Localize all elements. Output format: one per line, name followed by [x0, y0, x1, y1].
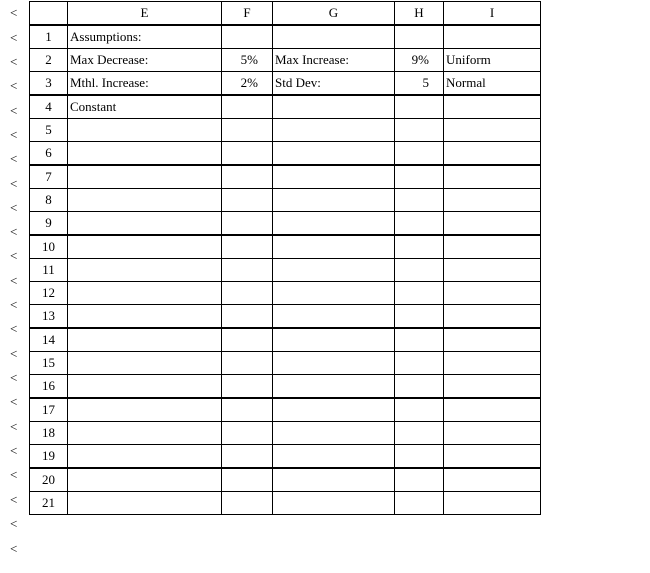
column-header-e[interactable]: E — [68, 2, 222, 26]
cell-i[interactable]: Uniform — [444, 49, 541, 72]
cell-f[interactable] — [222, 492, 273, 515]
row-number-cell[interactable]: 2 — [30, 49, 68, 72]
table-row — [30, 49, 541, 72]
cell-e[interactable] — [68, 422, 222, 445]
cell-f[interactable] — [222, 422, 273, 445]
row-number-cell[interactable]: 6 — [30, 142, 68, 166]
cell-i[interactable]: Normal — [444, 72, 541, 96]
cell-e[interactable] — [68, 445, 222, 469]
cell-f[interactable] — [222, 305, 273, 329]
cell-g[interactable] — [273, 142, 395, 166]
cell-i[interactable] — [444, 259, 541, 282]
cell-h[interactable] — [395, 189, 444, 212]
cell-g[interactable] — [273, 375, 395, 399]
row-number-cell[interactable]: 17 — [30, 398, 68, 422]
cell-i[interactable] — [444, 165, 541, 189]
cell-g[interactable] — [273, 25, 395, 49]
cell-g[interactable] — [273, 398, 395, 422]
cell-h[interactable] — [395, 212, 444, 236]
row-number-cell[interactable]: 12 — [30, 282, 68, 305]
table-row — [30, 189, 541, 212]
cell-i[interactable] — [444, 445, 541, 469]
row-number-cell[interactable]: 19 — [30, 445, 68, 469]
cell-h[interactable] — [395, 398, 444, 422]
row-number-cell[interactable]: 18 — [30, 422, 68, 445]
row-number-cell[interactable]: 8 — [30, 189, 68, 212]
cell-h[interactable] — [395, 328, 444, 352]
row-marker: < — [10, 419, 18, 434]
cell-i[interactable] — [444, 212, 541, 236]
cell-f[interactable]: 2% — [222, 72, 273, 96]
cell-e[interactable] — [68, 259, 222, 282]
row-marker: < — [10, 54, 18, 69]
row-marker: < — [10, 516, 18, 531]
row-number-cell[interactable]: 14 — [30, 328, 68, 352]
cell-i[interactable] — [444, 328, 541, 352]
cell-e[interactable] — [68, 235, 222, 259]
cell-e[interactable] — [68, 142, 222, 166]
row-marker: < — [10, 492, 18, 507]
cell-g[interactable] — [273, 282, 395, 305]
cell-g[interactable] — [273, 259, 395, 282]
cell-e[interactable] — [68, 282, 222, 305]
cell-e[interactable] — [68, 165, 222, 189]
column-header-g[interactable]: G — [273, 2, 395, 26]
cell-g[interactable] — [273, 119, 395, 142]
column-header-h[interactable]: H — [395, 2, 444, 26]
cell-h[interactable] — [395, 165, 444, 189]
column-header-row — [30, 2, 541, 26]
cell-i[interactable] — [444, 492, 541, 515]
cell-i[interactable] — [444, 352, 541, 375]
row-marker: < — [10, 248, 18, 263]
cell-h[interactable] — [395, 259, 444, 282]
cell-g[interactable] — [273, 189, 395, 212]
cell-i[interactable] — [444, 25, 541, 49]
cell-h[interactable] — [395, 235, 444, 259]
row-number-cell[interactable]: 13 — [30, 305, 68, 329]
column-header-i[interactable]: I — [444, 2, 541, 26]
row-number-cell[interactable]: 3 — [30, 72, 68, 96]
cell-g[interactable] — [273, 328, 395, 352]
row-marker: < — [10, 370, 18, 385]
cell-f[interactable] — [222, 212, 273, 236]
row-marker: < — [10, 78, 18, 93]
table-row — [30, 95, 541, 119]
cell-e[interactable] — [68, 212, 222, 236]
row-marker: < — [10, 273, 18, 288]
row-marker: < — [10, 321, 18, 336]
cell-f[interactable] — [222, 189, 273, 212]
cell-g[interactable] — [273, 492, 395, 515]
cell-h[interactable] — [395, 142, 444, 166]
cell-f[interactable] — [222, 282, 273, 305]
cell-e[interactable] — [68, 328, 222, 352]
cell-h[interactable] — [395, 352, 444, 375]
table-row — [30, 72, 541, 96]
row-number-cell[interactable]: 4 — [30, 95, 68, 119]
cell-i[interactable] — [444, 305, 541, 329]
cell-f[interactable] — [222, 95, 273, 119]
cell-i[interactable] — [444, 398, 541, 422]
cell-e[interactable] — [68, 375, 222, 399]
cell-i[interactable] — [444, 119, 541, 142]
cell-i[interactable] — [444, 468, 541, 492]
cell-h[interactable] — [395, 422, 444, 445]
cell-e[interactable] — [68, 189, 222, 212]
cell-g[interactable] — [273, 165, 395, 189]
row-marker: < — [10, 176, 18, 191]
cell-h[interactable] — [395, 375, 444, 399]
spreadsheet-grid — [29, 1, 541, 515]
cell-i[interactable] — [444, 375, 541, 399]
cell-e[interactable] — [68, 119, 222, 142]
cell-h[interactable]: 9% — [395, 49, 444, 72]
row-number-cell[interactable]: 1 — [30, 25, 68, 49]
corner-cell[interactable] — [30, 2, 68, 26]
cell-e[interactable]: Max Decrease: — [68, 49, 222, 72]
cell-i[interactable] — [444, 189, 541, 212]
table-row — [30, 212, 541, 236]
row-marker: < — [10, 151, 18, 166]
cell-f[interactable] — [222, 142, 273, 166]
cell-g[interactable] — [273, 95, 395, 119]
cell-h[interactable] — [395, 305, 444, 329]
table-row — [30, 282, 541, 305]
cell-f[interactable] — [222, 235, 273, 259]
row-number-cell[interactable]: 11 — [30, 259, 68, 282]
cell-f[interactable] — [222, 328, 273, 352]
cell-g[interactable] — [273, 212, 395, 236]
cell-i[interactable] — [444, 282, 541, 305]
cell-f[interactable] — [222, 352, 273, 375]
cell-g[interactable]: Max Increase: — [273, 49, 395, 72]
row-number-cell[interactable]: 15 — [30, 352, 68, 375]
cell-h[interactable]: 5 — [395, 72, 444, 96]
row-marker: < — [10, 467, 18, 482]
table-row — [30, 445, 541, 469]
cell-i[interactable] — [444, 422, 541, 445]
row-marker: < — [10, 103, 18, 118]
cell-g[interactable]: Std Dev: — [273, 72, 395, 96]
table-row — [30, 352, 541, 375]
row-number-cell[interactable]: 20 — [30, 468, 68, 492]
table-row — [30, 328, 541, 352]
cell-f[interactable]: 5% — [222, 49, 273, 72]
row-marker: < — [10, 346, 18, 361]
cell-f[interactable] — [222, 259, 273, 282]
row-marker: < — [10, 127, 18, 142]
row-number-cell[interactable]: 7 — [30, 165, 68, 189]
cell-e[interactable] — [68, 492, 222, 515]
table-row — [30, 305, 541, 329]
cell-g[interactable] — [273, 468, 395, 492]
table-row — [30, 119, 541, 142]
cell-h[interactable] — [395, 492, 444, 515]
row-number-cell[interactable]: 21 — [30, 492, 68, 515]
row-number-cell[interactable]: 10 — [30, 235, 68, 259]
cell-e[interactable]: Mthl. Increase: — [68, 72, 222, 96]
table-row — [30, 398, 541, 422]
cell-h[interactable] — [395, 95, 444, 119]
row-marker: < — [10, 541, 18, 556]
cell-f[interactable] — [222, 119, 273, 142]
row-marker: < — [10, 297, 18, 312]
row-marker: < — [10, 443, 18, 458]
cell-g[interactable] — [273, 445, 395, 469]
row-number-cell[interactable]: 9 — [30, 212, 68, 236]
cell-f[interactable] — [222, 375, 273, 399]
cell-g[interactable] — [273, 422, 395, 445]
cell-h[interactable] — [395, 25, 444, 49]
table-row — [30, 468, 541, 492]
table-row — [30, 25, 541, 49]
cell-e[interactable]: Assumptions: — [68, 25, 222, 49]
cell-g[interactable] — [273, 305, 395, 329]
cell-e[interactable] — [68, 352, 222, 375]
cell-f[interactable] — [222, 445, 273, 469]
cell-f[interactable] — [222, 25, 273, 49]
cell-f[interactable] — [222, 398, 273, 422]
cell-g[interactable] — [273, 352, 395, 375]
table-row — [30, 142, 541, 166]
table-row — [30, 422, 541, 445]
table-row — [30, 375, 541, 399]
cell-g[interactable] — [273, 235, 395, 259]
cell-e[interactable] — [68, 468, 222, 492]
cell-e[interactable]: Constant — [68, 95, 222, 119]
cell-h[interactable] — [395, 468, 444, 492]
cell-h[interactable] — [395, 445, 444, 469]
cell-f[interactable] — [222, 468, 273, 492]
row-marker: < — [10, 5, 18, 20]
table-row — [30, 492, 541, 515]
row-number-cell[interactable]: 16 — [30, 375, 68, 399]
row-marker: < — [10, 200, 18, 215]
row-marker: < — [10, 224, 18, 239]
row-number-cell[interactable]: 5 — [30, 119, 68, 142]
cell-e[interactable] — [68, 398, 222, 422]
cell-h[interactable] — [395, 282, 444, 305]
table-row — [30, 235, 541, 259]
row-marker: < — [10, 394, 18, 409]
cell-f[interactable] — [222, 165, 273, 189]
column-header-f[interactable]: F — [222, 2, 273, 26]
row-marker: < — [10, 30, 18, 45]
table-row — [30, 165, 541, 189]
cell-e[interactable] — [68, 305, 222, 329]
cell-h[interactable] — [395, 119, 444, 142]
table-row — [30, 259, 541, 282]
cell-i[interactable] — [444, 235, 541, 259]
cell-i[interactable] — [444, 95, 541, 119]
cell-i[interactable] — [444, 142, 541, 166]
